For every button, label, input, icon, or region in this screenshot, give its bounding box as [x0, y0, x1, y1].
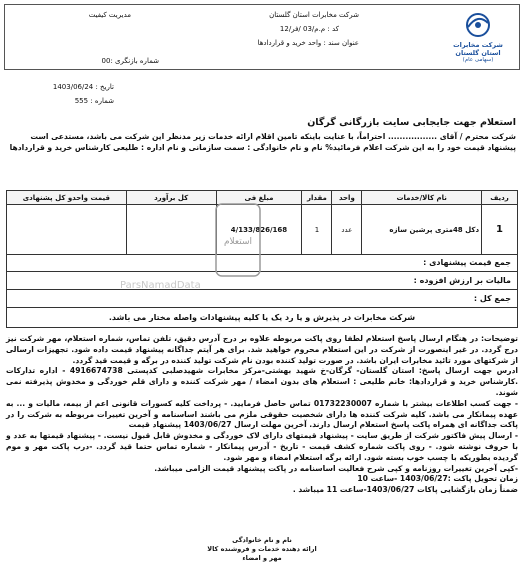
signature-name: نام و نام خانوادگی — [232, 536, 292, 544]
watermark: ParsNamadData — [120, 280, 201, 291]
note-paragraph: - ارسال پیش فاکتور شرکت از طریق سایت - پیشنهاد قیمتهای دارای لاک خوردگی و مخدوش قابل قبول نیست. - پیشنهاد قیمتها به عدد و با حروف نوشته شود. - روی پاکت شماره کشف قیمت - تاریخ - آدرس پیمانکار - شماره تماس حتما قید گردد. -درب پاکت مهر و موم گردیده بطوریکه با چسب خوب بسته شود. ارائه برگه استعلام امضاء و مهر شود. — [6, 431, 518, 462]
document-header — [4, 4, 520, 70]
cell-unit-price: 4/133/826/168 — [216, 205, 302, 255]
logo-sub: (سهامی عام) — [462, 57, 494, 63]
telecom-logo-icon — [458, 9, 498, 41]
notes-section — [6, 334, 518, 496]
sum-vat-label: مالیات بر ارزش افزوده : — [413, 276, 511, 285]
cell-item: دکل 48متری پرشین سازه — [362, 205, 482, 255]
col-qty: مقدار — [302, 191, 332, 205]
company-logo — [443, 9, 513, 63]
stamp-text: استعلام — [223, 237, 253, 247]
signature-block — [0, 536, 524, 563]
note-paragraph: - جهت کسب اطلاعات بیشتر با شماره 01732230007 تماس حاصل فرمایید. - پرداخت کلیه کسورات قانونی اعم از بیمه، مالیات و ... به عهده پیمانکار می باشد. کلیه شرکت کننده ها دارای شخصیت حقوقی ملزم می باشند اساسنامه و آخرین تغییرات مربوطه به شرکت را در پاکت جداگانه ای همراه پاکت پاسخ استعلام ارسال دارند. آخرین مهلت ارسال 1403/06/27 پیشنهاد قیمت — [6, 398, 518, 430]
signature-stamp: مهر و امضاء — [242, 554, 282, 562]
note-paragraph: زمان تحویل پاکت :1403/06/27 -ساعت 10 — [357, 474, 518, 484]
intro-text: شرکت محترم / آقای ................. احتراماً، با عنایت باینکه تامین اقلام ارائه خدمات زیر مدنظر این شرکت می باشد، مستدعی است پیشنهاد قیمت خود را به این شرکت اعلام فرمائید% نام و نام خانوادگی : سمت سازمانی و نام اداره : طلیعی کارشناس خرید و قراردادها — [9, 132, 516, 152]
cell-unit: عدد — [332, 205, 362, 255]
stamp-icon — [212, 200, 264, 280]
note-paragraph: ادرس جهت ارسال پاسخ: استان گلستان- گرگان-خ شهید بهشتی-مرکز مخابرات شهیدصلبی کدپستی 4916674738 - اداره تدارکات .کارشناس خرید و قراردادها: خانم طلیعی : استعلام های بدون امضاء / مهر شرکت کننده و دارای قلم خوردگی و مخدوش پذیرفته نمی شوند. — [6, 366, 518, 397]
col-unit: واحد — [332, 191, 362, 205]
col-row: ردیف — [482, 191, 518, 205]
cell-qty: 1 — [302, 205, 332, 255]
cell-estimate[interactable] — [126, 205, 216, 255]
form-code: کد : م.م/03 /فر/12 — [279, 25, 339, 33]
logo-name: شرکت مخابرات استان گلستان — [453, 41, 503, 57]
form-title: عنوان سند : واحد خرید و قراردادها — [257, 39, 359, 47]
col-item: نام کالا/خدمات — [362, 191, 482, 205]
rights-note — [6, 308, 518, 328]
sum-total-label: جمع کل : — [473, 294, 511, 303]
sum-proposal-label: جمع قیمت پیشنهادی : — [423, 258, 511, 267]
note-paragraph: -کپی آخرین تغییرات روزنامه و کپی شرح فعالیت اساسنامه در پاکت پیشنهاد قیمت الزامی میباشد. — [154, 463, 518, 473]
col-estimate: کل برآورد — [126, 191, 216, 205]
cell-proposal[interactable] — [7, 205, 127, 255]
doc-number: شماره : 555 — [74, 97, 114, 105]
signature-role: ارائه دهنده خدمات و فروشنده کالا — [207, 545, 317, 553]
page-title: استعلام جهت جایجابی سایت بازرگانی گرگان — [307, 117, 516, 128]
rights-text: شرکت مخابرات در پذیرش و یا رد یک یا کلیه پیشنهادات واصله مختار می باشد. — [108, 313, 416, 322]
col-unit-price: مبلغ فی — [216, 191, 302, 205]
revision-number: شماره بازنگری :00 — [101, 57, 159, 65]
sum-total — [6, 290, 518, 308]
note-paragraph: ضمناً زمان بازگشایی پاکات 1403/06/27-ساعت 11 میباشد . — [292, 485, 518, 495]
col-proposal: قیمت واحدو کل پشنهادی — [7, 191, 127, 205]
quality-label: مدیریت کیفیت — [88, 11, 131, 19]
note-paragraph: توضیحات: در هنگام ارسال پاسخ استعلام لطفا روی پاکت مربوطه علاوه بر درج آدرس دقیق، تلفن تماس، شماره استعلام، مهر شرکت نیز درج گردد. در غیر اینصورت از شرکت در این استعلام محروم خواهید شد. برای هر آیتم جداگانه پیشنهاد قیمت داده شود. تجهیزات ارسالی از شرکتهای مورد تائید مخابرات ایران باشد. در صورت تولید کننده بودن نام شرکت تولید کننده در برگه و قیمت قید گردد. — [6, 334, 518, 365]
org-name: شرکت مخابرات استان گلستان — [269, 11, 359, 19]
cell-row: 1 — [482, 205, 518, 255]
doc-date: تاریخ : 1403/06/24 — [52, 83, 114, 91]
